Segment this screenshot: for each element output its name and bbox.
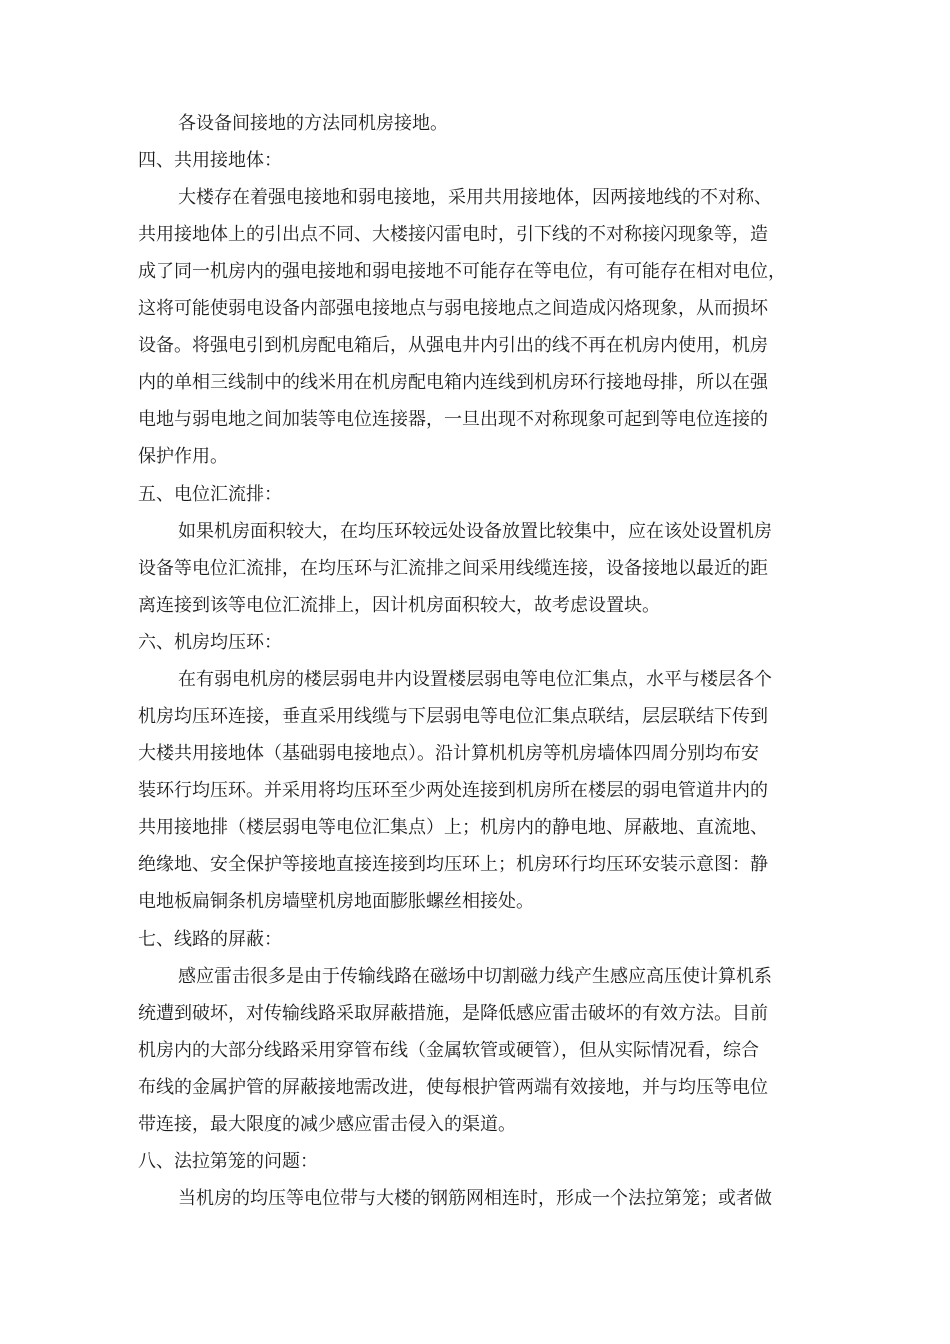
- paragraph-line: 各设备间接地的方法同机房接地。: [178, 113, 448, 134]
- paragraph-line: 大楼存在着强电接地和弱电接地，采用共用接地体，因两接地线的不对称、: [178, 187, 772, 208]
- paragraph-line: 统遭到破坏，对传输线路采取屏蔽措施，是降低感应雷击破坏的有效方法。目前: [138, 1003, 768, 1024]
- paragraph-line: 共用接地排（楼层弱电等电位汇集点）上；机房内的静电地、屏蔽地、直流地、: [138, 817, 768, 838]
- paragraph-line: 离连接到该等电位汇流排上，因计机房面积较大，故考虑设置块。: [138, 595, 660, 616]
- paragraph-line: 内的单相三线制中的线米用在机房配电箱内连线到机房环行接地母排，所以在强: [138, 372, 768, 393]
- paragraph-line: 成了同一机房内的强电接地和弱电接地不可能存在等电位，有可能存在相对电位，: [138, 261, 786, 282]
- section-heading: 四、共用接地体：: [138, 150, 282, 171]
- paragraph-line: 机房内的大部分线路采用穿管布线（金属软管或硬管），但从实际情况看，综合: [138, 1040, 759, 1061]
- paragraph-line: 在有弱电机房的楼层弱电井内设置楼层弱电等电位汇集点，水平与楼层各个: [178, 669, 772, 690]
- paragraph-line: 这将可能使弱电设备内部强电接地点与弱电接地点之间造成闪烙现象，从而损坏: [138, 298, 768, 319]
- paragraph-line: 大楼共用接地体（基础弱电接地点）。沿计算机机房等机房墙体四周分别均布安: [138, 743, 759, 764]
- paragraph-line: 设备等电位汇流排，在均压环与汇流排之间采用线缆连接，设备接地以最近的距: [138, 558, 768, 579]
- paragraph-line: 电地与弱电地之间加装等电位连接器，一旦出现不对称现象可起到等电位连接的: [138, 409, 768, 430]
- paragraph-line: 设备。将强电引到机房配电箱后，从强电井内引出的线不再在机房内使用，机房: [138, 335, 768, 356]
- paragraph-line: 保护作用。: [138, 446, 228, 467]
- paragraph-line: 电地板扁铜条机房墙壁机房地面膨胀螺丝相接处。: [138, 891, 534, 912]
- paragraph-line: 感应雷击很多是由于传输线路在磁场中切割磁力线产生感应高压使计算机系: [178, 966, 772, 987]
- paragraph-line: 装环行均压环。并采用将均压环至少两处连接到机房所在楼层的弱电管道井内的: [138, 780, 768, 801]
- section-heading: 七、线路的屏蔽：: [138, 929, 282, 950]
- paragraph-line: 当机房的均压等电位带与大楼的钢筋网相连时，形成一个法拉第笼；或者做: [178, 1188, 772, 1209]
- paragraph-line: 布线的金属护管的屏蔽接地需改进，使每根护管两端有效接地，并与均压等电位: [138, 1077, 768, 1098]
- paragraph-line: 共用接地体上的引出点不同、大楼接闪雷电时，引下线的不对称接闪现象等，造: [138, 224, 768, 245]
- section-heading: 八、法拉第笼的问题：: [138, 1151, 318, 1172]
- paragraph-line: 机房均压环连接，垂直采用线缆与下层弱电等电位汇集点联结，层层联结下传到: [138, 706, 768, 727]
- section-heading: 六、机房均压环：: [138, 632, 282, 653]
- paragraph-line: 带连接，最大限度的减少感应雷击侵入的渠道。: [138, 1114, 516, 1135]
- paragraph-line: 绝缘地、安全保护等接地直接连接到均压环上；机房环行均压环安装示意图：静: [138, 854, 768, 875]
- section-heading: 五、电位汇流排：: [138, 484, 282, 505]
- paragraph-line: 如果机房面积较大，在均压环较远处设备放置比较集中，应在该处设置机房: [178, 521, 772, 542]
